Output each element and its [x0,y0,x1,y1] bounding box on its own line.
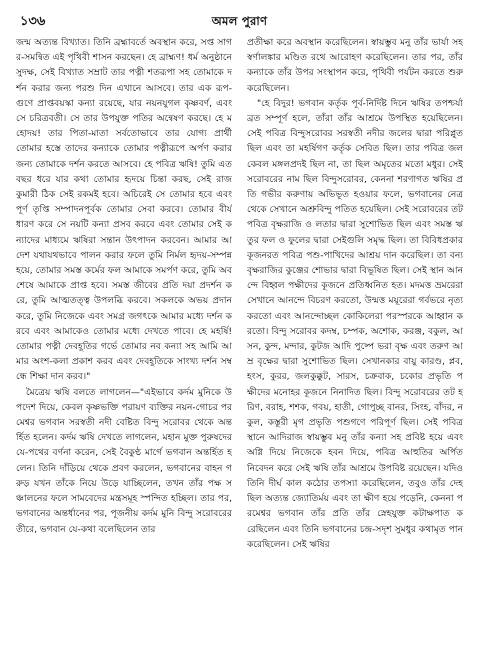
left-column [16,36,232,653]
running-title: অমল পুরাণ [211,14,268,28]
right-paragraph-2: "হে বিদুর! ভগবান কর্তৃক পূর্ব-নির্দিষ্ট দিনে ঋষির তপশ্চর্যা ব্রত সম্পূর্ণ হলে, তাঁরা তাঁর আশ্রমে উপস্থিত হয়েছিলেন। সেই পবিত্র বিন্দুসরোবর সরস্বতী নদীর জলের দ্বারা পরিপ্লুত ছিল এবং তা মহর্ষিগণ কর্তৃক সেবিত ছিল। তার পবিত্র জল কেবল মঙ্গলপ্রদই ছিল না, তা ছিল অমৃতের মতো মধুর। সেই সরোবরের নাম ছিল বিন্দুসরোবর, কেননা শরণাগত ঋষির প্রতি গভীর করুণায় অভিভূত হওয়ার ফলে, ভগবানের নেত্র থেকে সেখানে অশ্রুবিন্দু পতিত হয়েছিল। সেই সরোবরের তট পবিত্র বৃক্ষরাজি ও লতার দ্বারা সুশোভিত ছিল এবং সমস্ত ঋতুর ফল ও ফুলের দ্বারা সেইগুলি সমৃদ্ধ ছিল। তা বিবিধপ্রকার কূজনরত পবিত্র পশু-পাখিদের আশ্রয় দান করেছিল। তা বন্য বৃক্ষরাজির কুঞ্জের শোভার দ্বারা বিভূষিত ছিল। সেই স্থান আনন্দে বিহ্বল পক্ষীদের কূজনে প্রতিধ্বনিত হত। মদমত্ত ভ্রমরেরা সেখানে আনন্দে বিচরণ করতো, উন্মত্ত ময়ূরেরা গর্বভরে নৃত্য করতো এবং আনন্দোচ্ছল কোকিলেরা পরস্পরকে আহ্বান করতো। বিন্দু সরোবর কদম্ব, চম্পক, অশোক, করঞ্জ, বকুল, আসন, কুন্দ, মন্দার, কুটজ আদি পুষ্পে ভরা বৃক্ষ এবং তরুণ আম্র বৃক্ষের দ্বারা সুশোভিত ছিল। সেখানকার বায়ু কারণ্ড, প্লব, হংস, কুরর, জলকুক্কুট, সারস, চক্রবাক, চকোর প্রভৃতি পক্ষীদের মনোহর কূজনে নিনাদিত ছিল। বিন্দু সরোবরের তট হরিণ, বরাহ, শশক, গবয়, হাতী, গোপুচ্ছ বানর, সিংহ, বাঁদর, নকুল, কস্তূরী মৃগ প্রভৃতি পশুগণে পরিপূর্ণ ছিল। সেই পবিত্র স্থানে আদিরাজ স্বায়ম্ভুব মনু তাঁর কন্যা সহ প্রবিষ্ট হয়ে এবং অগ্নি দিয়ে নিজেকে হবন দিয়ে, পবিত্র আহুতির অর্পিত নিবেদন করে সেই ঋষি তাঁর আশ্রমে উপবিষ্ট রয়েছেন। যদিও তিনি দীর্ঘ কাল কঠোর তপস্যা করেছিলেন, তবুও তাঁর দেহ ছিল অত্যন্ত জ্যোতির্ময় এবং তা ক্ষীণ হয়ে পড়েনি, কেননা পরমেশ্বর ভগবান তাঁর প্রতি তাঁর স্নেহযুক্ত কটাক্ষপাত করেছিলেন এবং তিনি ভগবানের চন্দ্র-সদৃশ সুমধুর কথামৃত পান করেছিলেন। সেই ঋষির [247,98,463,550]
right-paragraph-1: প্রতীক্ষা করে অবস্থান করেছিলেন। স্বায়ম্ভুব মনু তাঁর ভার্যা সহ স্বর্ণালঙ্কার মণ্ডিত রথে আরোহণ করেছিলেন। তার পর, তাঁর কন্যাকে তাঁর উপর সংস্থাপন করে, পৃথিবী পর্যটন করতে শুরু করেছিলেন। [247,38,463,94]
left-paragraph-1: জন্ম অত্যন্ত বিখ্যাত। তিনি ব্রহ্মাবর্তে অবস্থান করে, সপ্ত সাগর-সমন্বিত এই পৃথিবী শাসন করছেন। হে ব্রাহ্মণ! ধর্ম অনুষ্ঠানে সুদক্ষ, সেই বিখ্যাত সম্রাট তার পত্নী শতরূপা সহ তোমাকে দর্শন করার জন্য পরশু দিন এখানে আসবে। তার এক রূপ-গুণে প্রাপ্তবয়স্কা কন্যা রয়েছে, যার নয়নযুগল কৃষ্ণবর্ণ, এবং সে চরিত্রবতী। সে তার উপযুক্ত পতির অন্বেষণ করছে। হে মহোদয়! তার পিতা-মাতা সর্বতোভাবে তার যোগ্য প্রার্থী তোমার হস্তে তাদের কন্যাকে তোমার পত্নীরূপে অর্পণ করার জন্য তোমাকে দর্শন করতে আসবে। হে পবিত্র ঋষি! তুমি এত বছর ধরে যার কথা তোমার হৃদয়ে চিন্তা করছ, সেই রাজকুমারী ঠিক সেই রকমই হবে। অচিরেই সে তোমার হবে এবং পূর্ণ তৃপ্তি সম্পাদনপূর্বক তোমার সেবা করবে। তোমার বীর্য ধারণ করে সে নয়টি কন্যা প্রসব করবে এবং তোমার সেই কন্যাদের মাধ্যমে ঋষিরা সন্তান উৎপাদন করবেন। আমার আদেশ যথাযথভাবে পালন করার ফলে তুমি নির্মল হৃদয়-সম্পন্ন হয়ে, তোমার সমস্ত কর্মের ফল আমাকে সমর্পণ করে, তুমি অবশেষে আমাকে প্রাপ্ত হবে। সমস্ত জীবের প্রতি দয়া প্রদর্শন করে, তুমি আত্মতত্ত্ব উপলব্ধি করবে। সকলকে অভয় প্রদান করে, তুমি নিজেকে এবং সমগ্র জগৎকে আমার মধ্যে দর্শন করবে এবং আমাকেও তোমার মধ্যে দেখতে পাবে। হে মহর্ষি! তোমার পত্নী দেবহূতির গর্ভে তোমার নব কন্যা সহ আমি আমার অংশ-কলা প্রকাশ করব এবং দেবহূতিকে সাংখ্য দর্শন সম্বন্ধে শিক্ষা দান করব।" [16,38,232,383]
page-number: ১৩৬ [20,14,46,29]
left-paragraph-2: মৈত্রেয় ঋষি বলতে লাগলেন—"এইভাবে কর্দম মুনিকে উপদেশ দিয়ে, কেবল কৃষ্ণভক্তি পরায়ণ ব্যক্তির নয়ন-গোচর পরমেশ্বর ভগবান সরস্বতী নদী বেষ্টিত বিন্দু সরোবর থেকে অন্তর্হিত হলেন। কর্দম ঋষি দেখতে লাগলেন, মহান মুক্ত পুরুষদের যে-পথের বর্ণনা করেন, সেই বৈকুণ্ঠ মার্গে ভগবান অন্তর্হিত হলেন। তিনি দাঁড়িয়ে থেকে প্রবণ করলেন, ভগবানের বাহন গরুড় যখন তাঁকে নিয়ে উড়ে যাচ্ছিলেন, তখন তাঁর পক্ষ সঞ্চালনের ফলে সামবেদের মন্ত্রসমূহ স্পন্দিত হচ্ছিল। তার পর, ভগবানের অন্তর্ধানের পর, পূজনীয় কর্দম মুনি বিন্দু সরোবরের তীরে, ভগবান যে-কথা বলেছিলেন তার [16,387,232,535]
text-columns [16,36,463,653]
page-header [16,10,463,32]
right-column [247,36,463,653]
